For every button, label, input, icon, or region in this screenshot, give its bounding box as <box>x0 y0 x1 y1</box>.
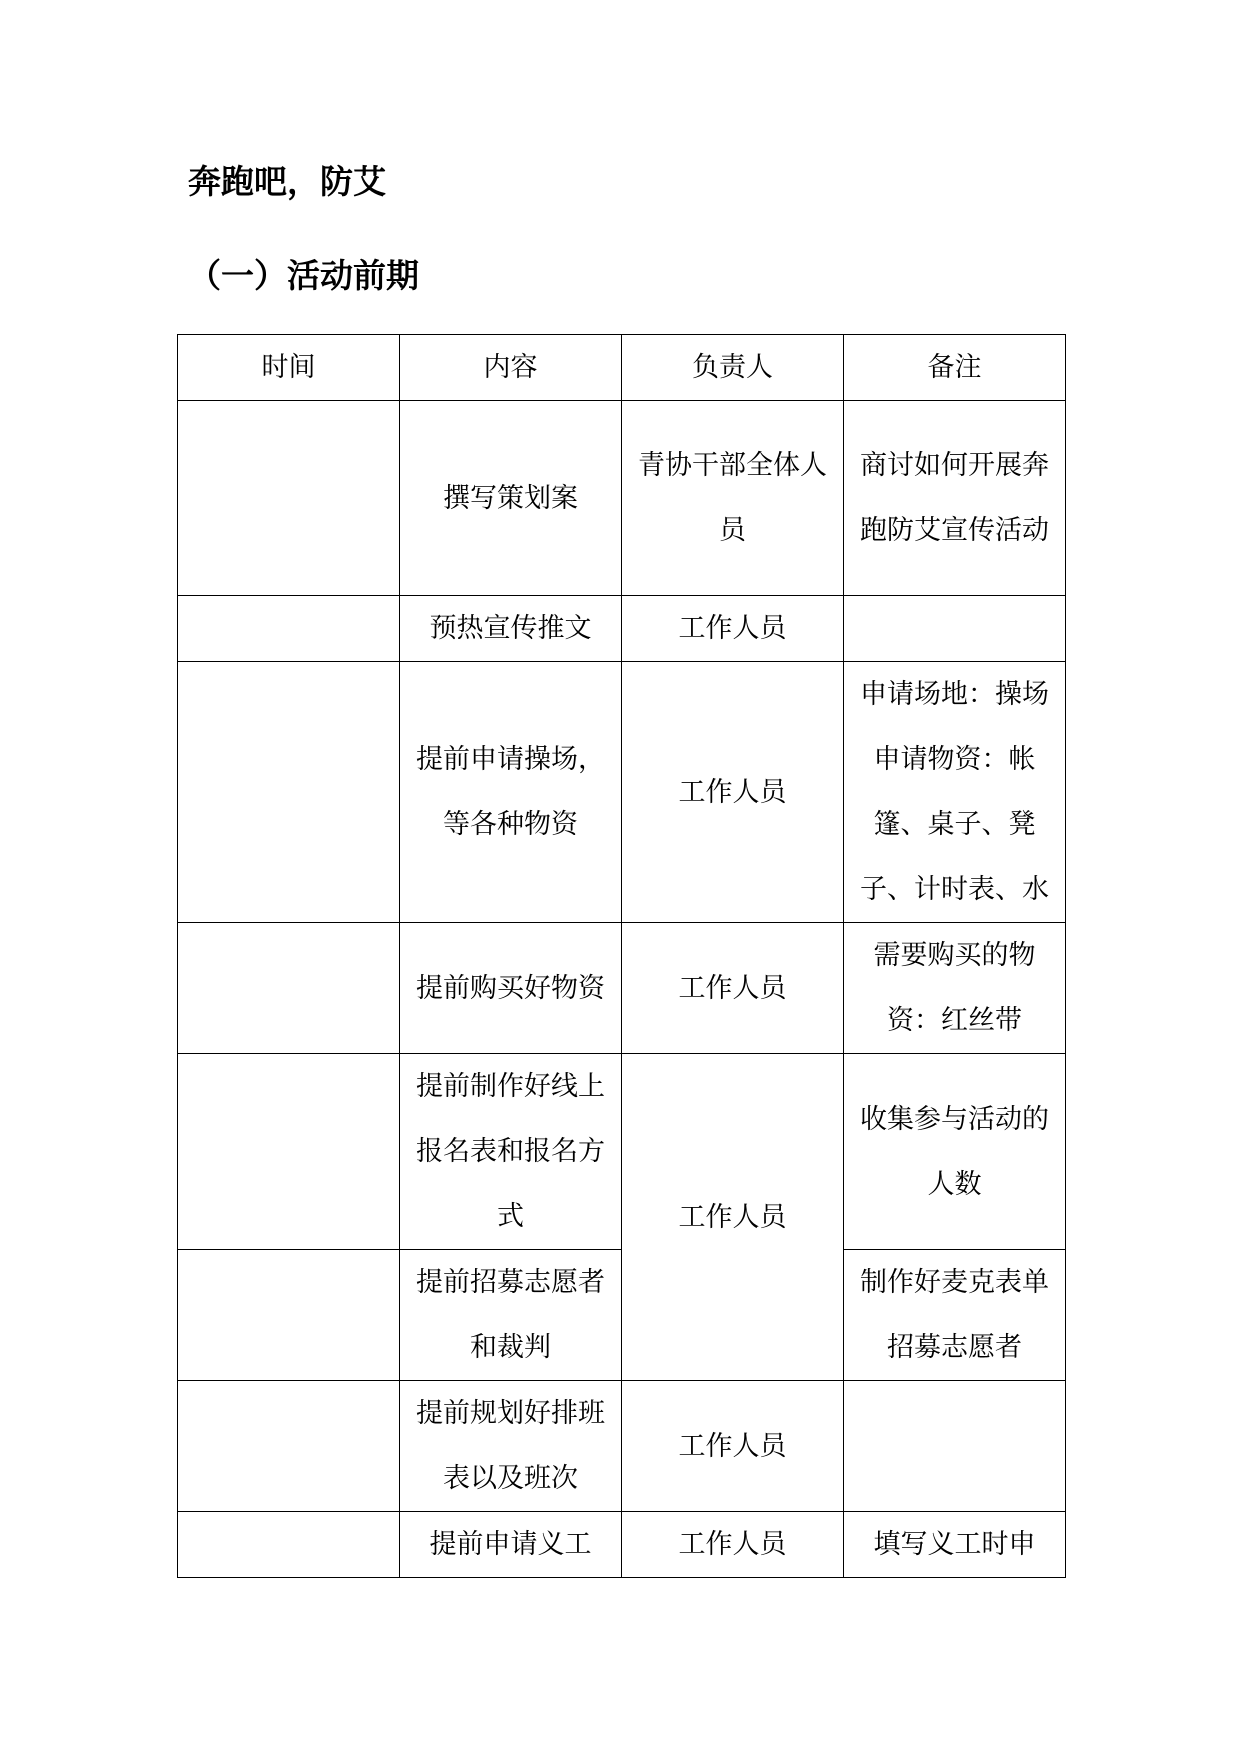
cell-content: 提前规划好排班表以及班次 <box>400 1381 622 1512</box>
table-row <box>178 1512 1066 1578</box>
cell-owner: 工作人员 <box>622 662 844 923</box>
document-title: 奔跑吧，防艾 <box>188 162 386 201</box>
table-row <box>178 1381 1066 1512</box>
activity-schedule-table <box>177 334 1066 1578</box>
cell-owner: 工作人员 <box>622 1512 844 1578</box>
cell-time <box>178 1512 400 1578</box>
cell-time <box>178 401 400 596</box>
cell-content: 撰写策划案 <box>400 401 622 596</box>
table-row <box>178 596 1066 662</box>
cell-owner: 工作人员 <box>622 1054 844 1381</box>
cell-time <box>178 596 400 662</box>
cell-content: 提前申请操场，等各种物资 <box>400 662 622 923</box>
cell-owner: 青协干部全体人员 <box>622 401 844 596</box>
cell-content: 提前招募志愿者和裁判 <box>400 1250 622 1381</box>
cell-content: 提前购买好物资 <box>400 923 622 1054</box>
section-title: （一）活动前期 <box>188 256 419 295</box>
header-note: 备注 <box>844 335 1066 401</box>
cell-note <box>844 1381 1066 1512</box>
cell-owner: 工作人员 <box>622 1381 844 1512</box>
table-row <box>178 1054 1066 1250</box>
cell-note: 商讨如何开展奔跑防艾宣传活动 <box>844 401 1066 596</box>
header-owner: 负责人 <box>622 335 844 401</box>
cell-owner: 工作人员 <box>622 596 844 662</box>
cell-note <box>844 596 1066 662</box>
header-time: 时间 <box>178 335 400 401</box>
cell-note: 制作好麦克表单招募志愿者 <box>844 1250 1066 1381</box>
cell-note: 收集参与活动的人数 <box>844 1054 1066 1250</box>
cell-time <box>178 1381 400 1512</box>
cell-owner: 工作人员 <box>622 923 844 1054</box>
cell-content: 提前制作好线上报名表和报名方式 <box>400 1054 622 1250</box>
table-row <box>178 662 1066 923</box>
cell-time <box>178 1054 400 1250</box>
table-header-row <box>178 335 1066 401</box>
cell-time <box>178 662 400 923</box>
cell-time <box>178 923 400 1054</box>
table-row <box>178 923 1066 1054</box>
header-content: 内容 <box>400 335 622 401</box>
cell-note: 填写义工时申 <box>844 1512 1066 1578</box>
cell-note: 申请场地：操场申请物资：帐篷、桌子、凳子、计时表、水 <box>844 662 1066 923</box>
cell-time <box>178 1250 400 1381</box>
cell-content: 提前申请义工 <box>400 1512 622 1578</box>
cell-note: 需要购买的物资：红丝带 <box>844 923 1066 1054</box>
table-row <box>178 401 1066 596</box>
cell-content: 预热宣传推文 <box>400 596 622 662</box>
